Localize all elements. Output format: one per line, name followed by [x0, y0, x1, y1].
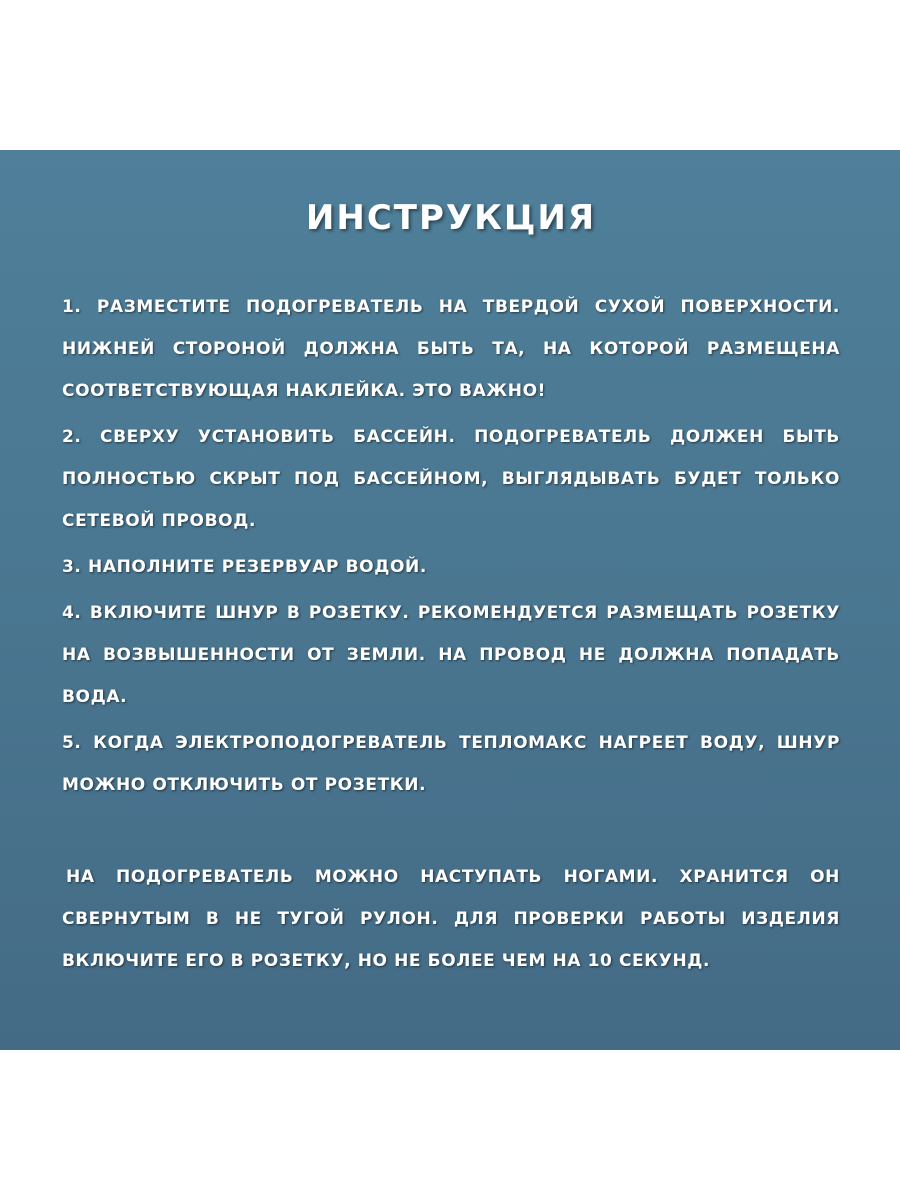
- instruction-step-2: 2. СВЕРХУ УСТАНОВИТЬ БАССЕЙН. ПОДОГРЕВАТЕЛЬ ДОЛЖЕН БЫТЬ ПОЛНОСТЬЮ СКРЫТ ПОД БАССЕЙНОМ, ВЫГЛЯДЫВАТЬ БУДЕТ ТОЛЬКО СЕТЕВОЙ ПРОВОД.: [62, 427, 840, 531]
- instruction-panel: [0, 150, 900, 1050]
- instruction-step-5: 5. КОГДА ЭЛЕКТРОПОДОГРЕВАТЕЛЬ ТЕПЛОМАКС НАГРЕЕТ ВОДУ, ШНУР МОЖНО ОТКЛЮЧИТЬ ОТ РОЗЕТКИ.: [62, 733, 840, 795]
- instruction-title: ИНСТРУКЦИЯ: [305, 198, 597, 238]
- instruction-step-4: 4. ВКЛЮЧИТЕ ШНУР В РОЗЕТКУ. РЕКОМЕНДУЕТСЯ РАЗМЕЩАТЬ РОЗЕТКУ НА ВОЗВЫШЕННОСТИ ОТ ЗЕМЛИ. НА ПРОВОД НЕ ДОЛЖНА ПОПАДАТЬ ВОДА.: [62, 603, 840, 707]
- instruction-step-3: 3. НАПОЛНИТЕ РЕЗЕРВУАР ВОДОЙ.: [62, 557, 427, 577]
- instruction-steps: [62, 286, 840, 806]
- instruction-step-1: 1. РАЗМЕСТИТЕ ПОДОГРЕВАТЕЛЬ НА ТВЕРДОЙ СУХОЙ ПОВЕРХНОСТИ. НИЖНЕЙ СТОРОНОЙ ДОЛЖНА БЫТЬ ТА, НА КОТОРОЙ РАЗМЕЩЕНА СООТВЕТСТВУЮЩАЯ НАКЛЕЙКА. ЭТО ВАЖНО!: [62, 297, 840, 401]
- instruction-note: НА ПОДОГРЕВАТЕЛЬ МОЖНО НАСТУПАТЬ НОГАМИ. ХРАНИТСЯ ОН СВЕРНУТЫМ В НЕ ТУГОЙ РУЛОН. ДЛЯ ПРОВЕРКИ РАБОТЫ ИЗДЕЛИЯ ВКЛЮЧИТЕ ЕГО В РОЗЕТКУ, НО НЕ БОЛЕЕ ЧЕМ НА 10 СЕКУНД.: [62, 867, 840, 971]
